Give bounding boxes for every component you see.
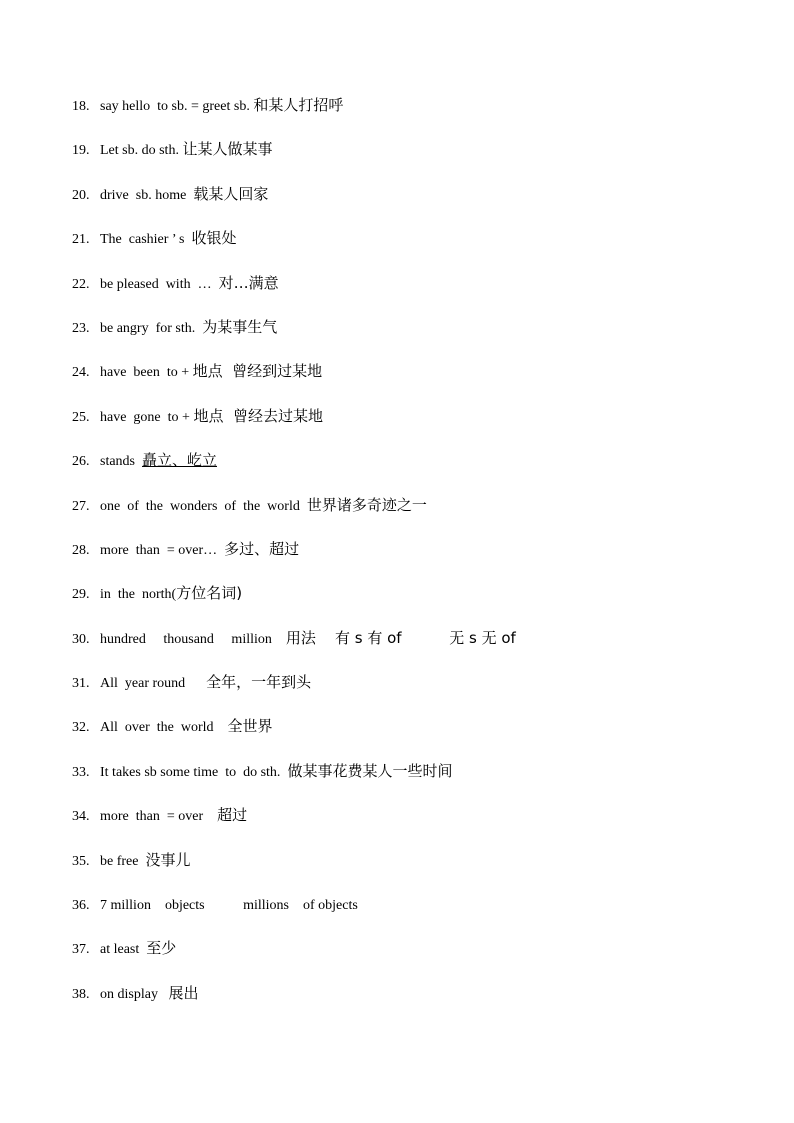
list-item (72, 225, 752, 269)
item-number: 29. (72, 587, 90, 603)
english-phrase: drive sb. home (100, 187, 194, 203)
chinese-meaning: 和某人打招呼 (253, 96, 344, 114)
item-number: 32. (72, 720, 90, 736)
chinese-meaning: 多过、超过 (224, 539, 300, 558)
english-phrase: in the north( (100, 587, 177, 603)
chinese-meaning: 用法 有 s 有 of 无 s 无 of (285, 628, 516, 647)
english-phrase: stands (100, 454, 142, 470)
chinese-meaning: 全年，一年到头 (206, 673, 312, 692)
chinese-meaning: 世界诸多奇迹之一 (306, 495, 427, 514)
english-phrase: The cashier ’ s (100, 232, 192, 248)
item-number: 24. (72, 365, 90, 381)
english-phrase: All over the world (100, 720, 228, 736)
english-phrase: have been to + (100, 365, 193, 381)
list-item (72, 492, 752, 536)
list-item (72, 403, 752, 447)
item-number: 31. (72, 676, 90, 692)
english-phrase: one of the wonders of the world (100, 498, 307, 514)
list-item (72, 270, 752, 314)
item-number: 30. (72, 631, 90, 647)
item-number: 36. (72, 898, 90, 914)
list-item (72, 758, 752, 802)
list-item (72, 136, 752, 180)
chinese-meaning: 对…满意 (218, 273, 279, 292)
list-item (72, 536, 752, 580)
chinese-meaning: 为某事生气 (202, 317, 278, 336)
list-item (72, 580, 752, 624)
english-phrase: All year round (100, 676, 207, 692)
chinese-meaning: 地点 曾经到过某地 (192, 362, 323, 381)
chinese-meaning: 地点 曾经去过某地 (193, 406, 323, 425)
english-phrase: be pleased with … (100, 276, 219, 292)
item-number: 19. (72, 143, 90, 159)
list-item (72, 314, 752, 358)
chinese-meaning: 矗立、屹立 (142, 451, 218, 470)
item-number: 27. (72, 498, 90, 514)
item-number: 21. (72, 232, 90, 248)
item-number: 23. (72, 320, 90, 336)
item-number: 33. (72, 764, 90, 780)
chinese-meaning: 方位名词) (176, 584, 243, 603)
item-number: 34. (72, 809, 90, 825)
item-number: 37. (72, 942, 90, 958)
english-phrase: more than = over… (100, 542, 225, 558)
item-number: 28. (72, 542, 90, 558)
english-phrase: 7 million objects millions of objects (100, 898, 358, 914)
list-item (72, 625, 752, 669)
english-phrase: more than = over (100, 809, 218, 825)
chinese-meaning: 没事儿 (145, 850, 191, 869)
chinese-meaning: 收银处 (191, 229, 237, 248)
list-item (72, 92, 752, 136)
chinese-meaning: 至少 (146, 939, 177, 958)
english-phrase: on display (100, 986, 169, 1002)
english-phrase: It takes sb some time to do sth. (100, 764, 288, 780)
english-phrase: hundred thousand million (100, 631, 286, 647)
english-phrase: have gone to + (100, 409, 194, 425)
chinese-meaning: 展出 (168, 983, 199, 1002)
list-item (72, 447, 752, 491)
item-number: 26. (72, 454, 90, 470)
item-number: 25. (72, 409, 90, 425)
list-item (72, 802, 752, 846)
list-item (72, 713, 752, 757)
english-phrase: Let sb. do sth. (100, 143, 183, 159)
item-number: 38. (72, 986, 90, 1002)
list-item (72, 669, 752, 713)
chinese-meaning: 超过 (217, 806, 248, 825)
list-item (72, 358, 752, 402)
chinese-meaning: 做某事花费某人一些时间 (287, 761, 453, 780)
item-number: 35. (72, 853, 90, 869)
phrase-list (72, 92, 752, 1024)
english-phrase: be free (100, 853, 146, 869)
chinese-meaning: 载某人回家 (193, 184, 269, 203)
english-phrase: at least (100, 942, 147, 958)
item-number: 20. (72, 187, 90, 203)
item-number: 18. (72, 99, 90, 114)
list-item (72, 847, 752, 891)
english-phrase: be angry for sth. (100, 320, 203, 336)
list-item (72, 935, 752, 979)
list-item (72, 891, 752, 935)
chinese-meaning: 全世界 (227, 717, 273, 736)
chinese-meaning: 让某人做某事 (182, 140, 273, 159)
list-item (72, 181, 752, 225)
english-phrase: say hello to sb. = greet sb. (100, 99, 254, 114)
list-item (72, 980, 752, 1024)
item-number: 22. (72, 276, 90, 292)
